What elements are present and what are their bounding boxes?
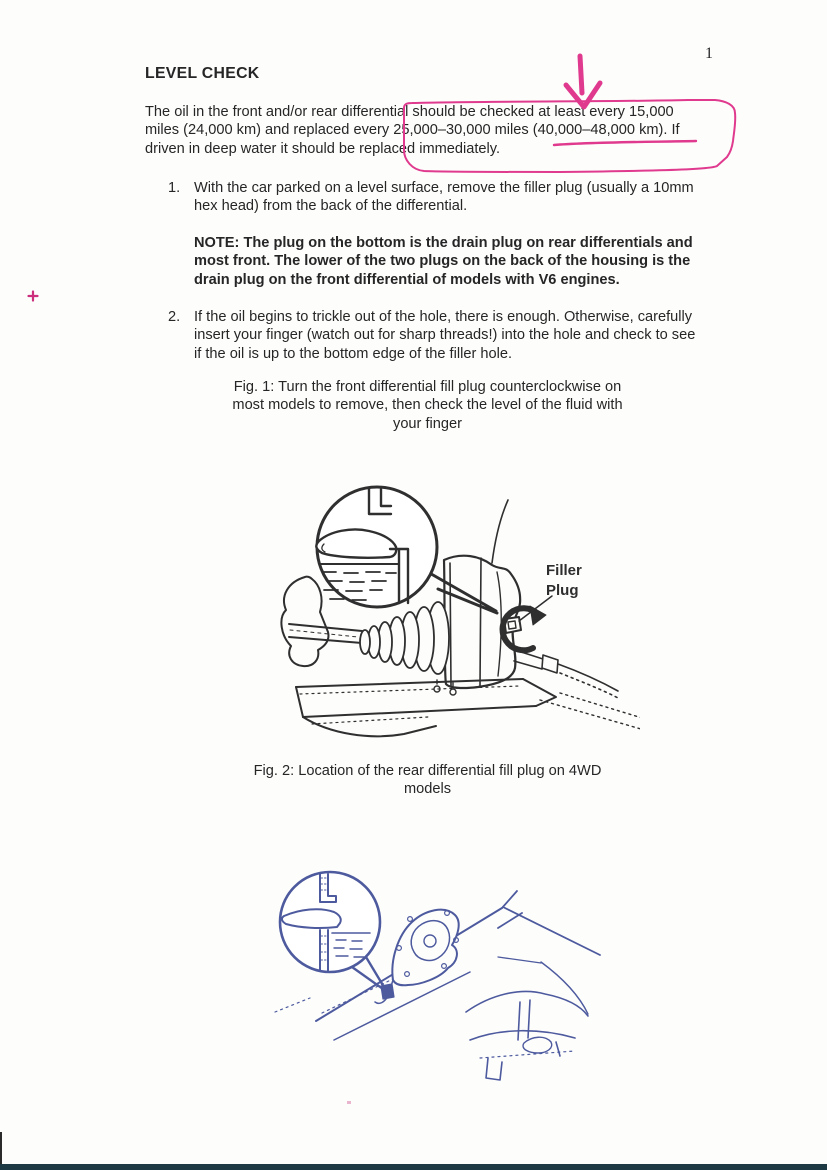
- caption-line: Fig. 2: Location of the rear differential fill plug on 4WD: [253, 763, 602, 779]
- output-shaft: [514, 650, 620, 699]
- step-1-number: 1.: [168, 180, 181, 196]
- figure-1-caption: [145, 378, 710, 433]
- axle-knuckle: [281, 577, 328, 666]
- step-line: hex head) from the back of the differential.: [194, 198, 468, 215]
- note-paragraph: [194, 234, 729, 289]
- step-2-text: [194, 308, 734, 363]
- figure-1-illustration: [270, 468, 640, 738]
- annotation-underline: [554, 141, 696, 145]
- caption-line: models: [403, 781, 452, 798]
- caption-line: most models to remove, then check the level of the fluid with: [232, 397, 623, 414]
- step-line: insert your finger (watch out for sharp threads!) into the hole and check to see: [194, 327, 696, 344]
- bottom-scan-bar: [0, 1164, 827, 1170]
- caption-line: your finger: [393, 415, 462, 432]
- pink-plus-mark: [27, 290, 39, 302]
- step-line: If the oil begins to trickle out of the hole, there is enough. Otherwise, carefully: [194, 309, 693, 325]
- intro-line: The oil in the front and/or rear differential should be checked at least every 15,000: [145, 104, 674, 120]
- figure-2-caption: [145, 762, 710, 799]
- step-2-number: 2.: [168, 309, 181, 325]
- differential-housing: [444, 500, 520, 688]
- intro-line: driven in deep water it should be replaced immediately.: [145, 140, 501, 157]
- annotation-circle: [404, 100, 735, 172]
- lower-axle-assembly: [466, 957, 588, 1080]
- step-1-text: [194, 179, 734, 216]
- note-line: most front. The lower of the two plugs on the back of the housing is the: [194, 253, 691, 270]
- intro-line: miles (24,000 km) and replaced every 25,000–30,000 miles (40,000–48,000 km). If: [145, 122, 680, 139]
- pink-annotation-overlay: [388, 36, 748, 181]
- note-line: drain plug on the front differential of models with V6 engines.: [194, 271, 620, 288]
- page-title: LEVEL CHECK: [145, 65, 260, 82]
- figure-2-illustration: [245, 848, 615, 1093]
- subframe: [296, 679, 640, 736]
- caption-line: Fig. 1: Turn the front differential fill plug counterclockwise on: [233, 379, 622, 395]
- ground-hatch: [275, 998, 310, 1012]
- axle-boot: [360, 602, 449, 674]
- annotation-arrow-icon: [566, 56, 600, 107]
- page-number: 1: [705, 45, 713, 62]
- pink-speck-artifact: [347, 1101, 351, 1104]
- filler-plug-label-line: Filler: [546, 562, 582, 579]
- step-line: With the car parked on a level surface, remove the filler plug (usually a 10mm: [194, 180, 694, 196]
- note-line: NOTE: The plug on the bottom is the drain plug on rear differentials and: [194, 235, 693, 251]
- filler-plug-label: [546, 561, 582, 600]
- filler-plug-label-line: Plug: [546, 581, 579, 599]
- step-line: if the oil is up to the bottom edge of the filler hole.: [194, 345, 513, 362]
- magnifier-inset: [280, 872, 384, 989]
